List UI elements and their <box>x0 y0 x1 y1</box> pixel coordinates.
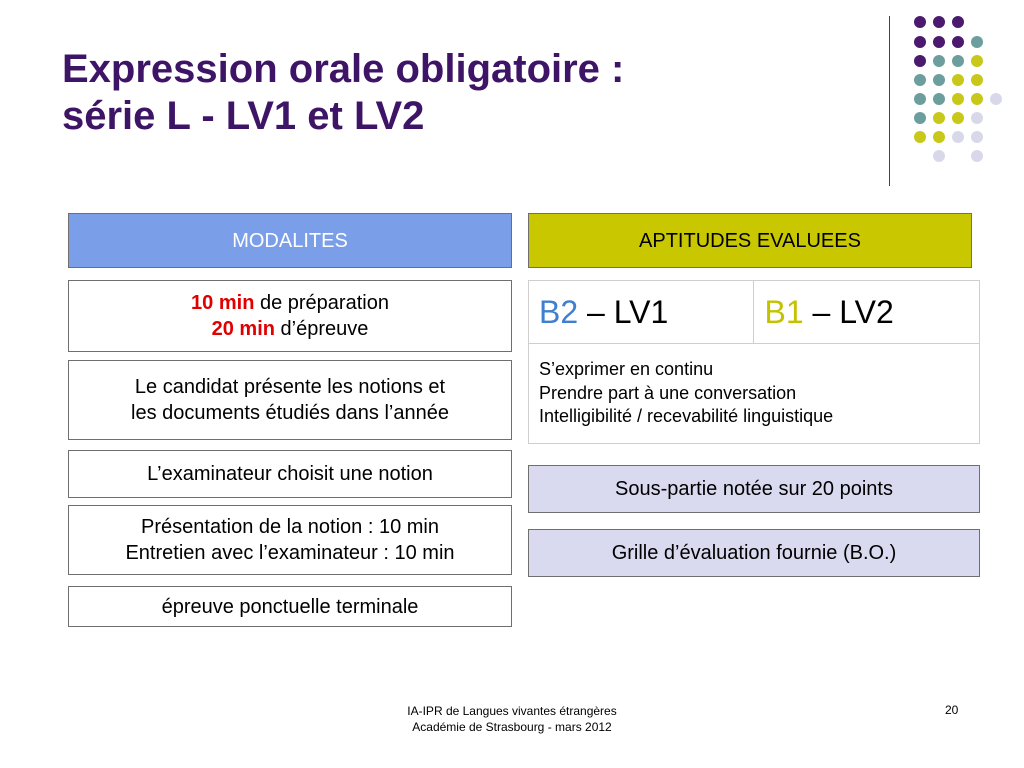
aptitudes-header-label: APTITUDES EVALUEES <box>639 229 861 252</box>
footer-line-2: Académie de Strasbourg - mars 2012 <box>412 720 612 735</box>
exam-duration: 20 min <box>211 318 275 340</box>
skill-item: Prendre part à une conversation <box>539 382 797 403</box>
dot <box>952 112 964 124</box>
prep-line <box>191 290 389 316</box>
dot <box>990 93 1002 105</box>
examiner-box <box>68 450 512 498</box>
lv1-label: – LV1 <box>578 293 669 330</box>
exam-line <box>212 316 369 342</box>
grid-text: Grille d’évaluation fournie (B.O.) <box>611 542 897 564</box>
dot <box>952 74 964 86</box>
dot <box>952 55 964 67</box>
dot <box>933 16 945 28</box>
dot <box>914 131 926 143</box>
footer-line-1: IA-IPR de Langues vivantes étrangères <box>407 704 617 718</box>
dot <box>971 55 983 67</box>
title-line-1: Expression orale obligatoire : <box>62 47 625 91</box>
title-line-2: série L - LV1 et LV2 <box>62 94 425 139</box>
lv2-label: – LV2 <box>803 293 894 330</box>
dot <box>971 74 983 86</box>
presentation-line-1: Le candidat présente les notions et <box>134 376 446 398</box>
dot <box>952 131 964 143</box>
durations-line-1: Présentation de la notion : 10 min <box>141 516 439 538</box>
dot <box>914 55 926 67</box>
dot <box>914 16 926 28</box>
skill-item: Intelligibilité / recevabilité linguistique <box>539 406 834 427</box>
score-box <box>528 465 980 513</box>
timing-box <box>68 280 512 352</box>
grid-box <box>528 529 980 577</box>
examiner-text: L’examinateur choisit une notion <box>147 463 433 485</box>
dot <box>933 74 945 86</box>
durations-box <box>68 505 512 575</box>
prep-text: de préparation <box>254 292 389 314</box>
dot <box>971 150 983 162</box>
footer <box>0 703 1024 735</box>
dot <box>933 36 945 48</box>
presentation-box <box>68 360 512 440</box>
dot <box>971 112 983 124</box>
lv2-level: B1 <box>764 293 804 330</box>
lv1-level: B2 <box>539 293 579 330</box>
aptitudes-header <box>528 213 972 268</box>
lv2-level-cell <box>754 281 980 344</box>
skill-item: S’exprimer en continu <box>539 359 714 380</box>
dot <box>914 93 926 105</box>
dot <box>933 131 945 143</box>
dot <box>914 36 926 48</box>
dot <box>952 93 964 105</box>
dot <box>971 36 983 48</box>
levels-row <box>529 281 980 344</box>
levels-table <box>528 280 980 444</box>
prep-duration: 10 min <box>191 292 255 314</box>
score-text: Sous-partie notée sur 20 points <box>615 478 893 500</box>
dot <box>952 36 964 48</box>
exam-type-box <box>68 586 512 627</box>
dot <box>933 150 945 162</box>
modalites-header-label: MODALITES <box>232 229 348 252</box>
exam-text: d’épreuve <box>274 318 369 340</box>
durations-line-2: Entretien avec l’examinateur : 10 min <box>125 542 455 564</box>
vertical-divider <box>889 16 890 186</box>
dot <box>933 93 945 105</box>
skills-cell <box>529 344 980 444</box>
presentation-line-2: les documents étudiés dans l’année <box>131 402 449 424</box>
skills-row <box>529 344 980 444</box>
modalites-header <box>68 213 512 268</box>
lv1-level-cell <box>529 281 754 344</box>
dot <box>952 16 964 28</box>
dot <box>914 74 926 86</box>
page-title <box>62 46 842 140</box>
dot <box>914 112 926 124</box>
page-number: 20 <box>945 703 959 717</box>
dot <box>933 112 945 124</box>
exam-type-text: épreuve ponctuelle terminale <box>161 595 419 618</box>
dot <box>971 93 983 105</box>
dot <box>971 131 983 143</box>
dot <box>933 55 945 67</box>
